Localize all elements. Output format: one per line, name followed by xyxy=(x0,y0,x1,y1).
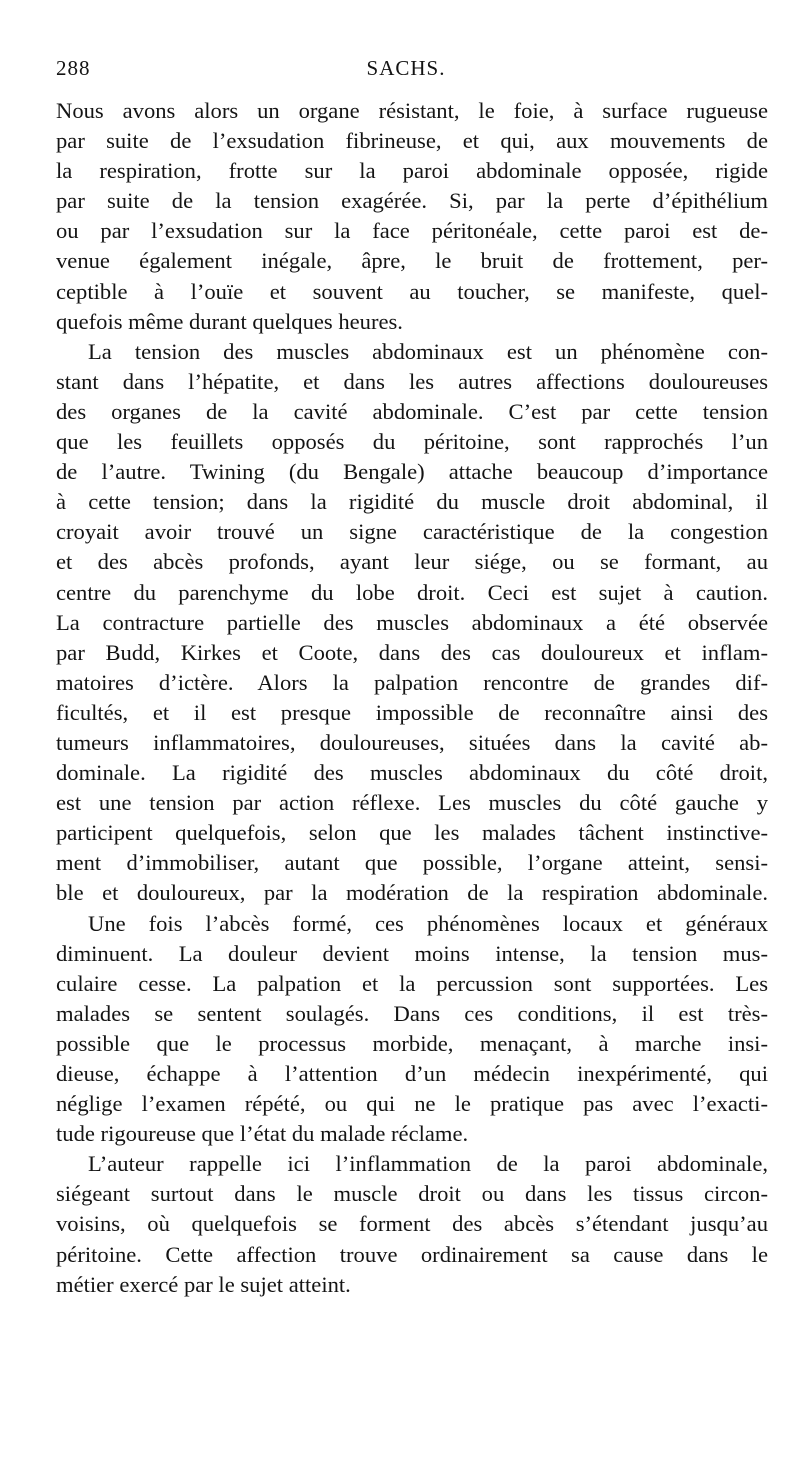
text-line: quefois même durant quelques heures. xyxy=(56,308,403,334)
text-line: ceptible à l’ouïe et souvent au toucher, se manifeste, quel- xyxy=(56,278,768,304)
text-line: par suite de la tension exagérée. Si, par la perte d’épithélium xyxy=(56,188,768,214)
text-line: tumeurs inflammatoires, douloureuses, situées dans la cavité ab- xyxy=(56,729,768,755)
text-line: matoires d’ictère. Alors la palpation rencontre de grandes dif- xyxy=(56,669,768,695)
text-line: ble et douloureux, par la modération de la respiration abdominale. xyxy=(56,880,768,906)
text-line: ment d’immobiliser, autant que possible, l’organe atteint, sensi- xyxy=(56,850,768,876)
text-line: et des abcès profonds, ayant leur siége, ou se formant, au xyxy=(56,549,768,575)
text-line: malades se sentent soulagés. Dans ces conditions, il est très- xyxy=(56,1000,768,1026)
text-line: La contracture partielle des muscles abdominaux a été observée xyxy=(56,609,768,635)
text-line: stant dans l’hépatite, et dans les autres affections douloureuses xyxy=(56,368,768,394)
text-line: L’auteur rappelle ici l’inflammation de la paroi abdominale, xyxy=(88,1151,768,1177)
page-number: 288 xyxy=(56,56,91,80)
text-line: la respiration, frotte sur la paroi abdominale opposée, rigide xyxy=(56,158,768,184)
text-line: par suite de l’exsudation fibrineuse, et qui, aux mouvements de xyxy=(56,128,768,154)
text-line: culaire cesse. La palpation et la percussion sont supportées. Les xyxy=(56,970,768,996)
text-line: ou par l’exsudation sur la face péritonéale, cette paroi est de- xyxy=(56,218,768,244)
text-line: siégeant surtout dans le muscle droit ou dans les tissus circon- xyxy=(56,1181,768,1207)
text-line: néglige l’examen répété, ou qui ne le pratique pas avec l’exacti- xyxy=(56,1091,768,1117)
text-line: La tension des muscles abdominaux est un phénomène con- xyxy=(88,338,768,364)
text-line: des organes de la cavité abdominale. C’est par cette tension xyxy=(56,398,768,424)
text-line: centre du parenchyme du lobe droit. Ceci est sujet à caution. xyxy=(56,579,768,605)
text-line: dieuse, échappe à l’attention d’un médecin inexpérimenté, qui xyxy=(56,1061,768,1086)
body-text xyxy=(56,96,768,1300)
text-line: croyait avoir trouvé un signe caractéristique de la congestion xyxy=(56,519,768,545)
text-line: péritoine. Cette affection trouve ordinairement sa cause dans le xyxy=(56,1241,768,1267)
text-line: dominale. La rigidité des muscles abdominaux du côté droit, xyxy=(56,760,768,786)
text-line: par Budd, Kirkes et Coote, dans des cas douloureux et inflam- xyxy=(56,639,768,665)
text-line: est une tension par action réflexe. Les muscles du côté gauche y xyxy=(56,790,768,816)
text-line: à cette tension; dans la rigidité du muscle droit abdominal, il xyxy=(56,489,768,515)
text-line: participent quelquefois, selon que les malades tâchent instinctive- xyxy=(56,820,768,846)
text-line: Une fois l’abcès formé, ces phénomènes locaux et généraux xyxy=(88,910,768,936)
text-line: diminuent. La douleur devient moins intense, la tension mus- xyxy=(56,940,768,966)
text-line: de l’autre. Twining (du Bengale) attache beaucoup d’importance xyxy=(56,459,768,485)
text-line: possible que le processus morbide, menaçant, à marche insi- xyxy=(56,1030,768,1056)
text-line: Nous avons alors un organe résistant, le foie, à surface rugueuse xyxy=(56,98,768,123)
text-line: ficultés, et il est presque impossible de reconnaître ainsi des xyxy=(56,699,768,725)
text-line: venue également inégale, âpre, le bruit de frottement, per- xyxy=(56,248,768,274)
text-line: que les feuillets opposés du péritoine, sont rapprochés l’un xyxy=(56,429,768,455)
page-header xyxy=(56,56,756,86)
text-line: tude rigoureuse que l’état du malade réclame. xyxy=(56,1121,469,1147)
text-line: voisins, où quelquefois se forment des abcès s’étendant jusqu’au xyxy=(56,1211,768,1237)
running-head: SACHS. xyxy=(366,56,446,80)
text-line: métier exercé par le sujet atteint. xyxy=(56,1271,351,1297)
